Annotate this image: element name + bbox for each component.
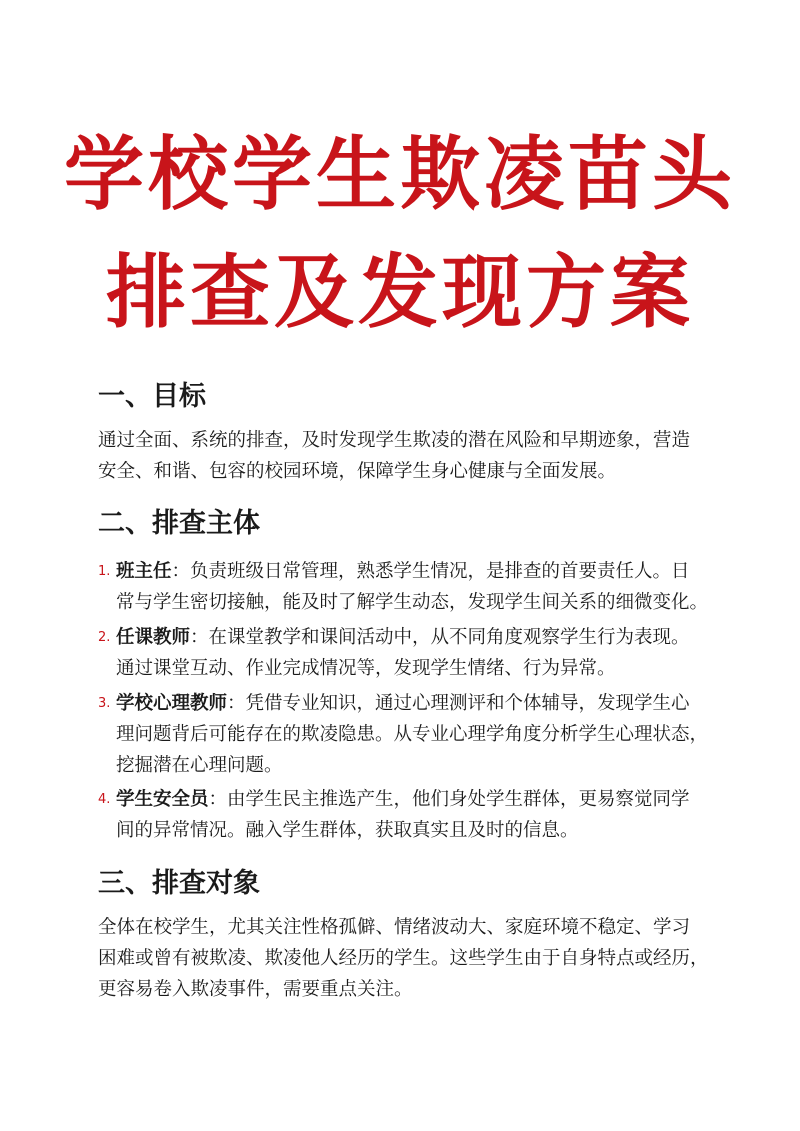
list-number: 1. [98,564,111,579]
section-heading-targets: 三、排查对象 [98,868,260,899]
list-item-label: 任课教师 [116,627,191,648]
document-title-line-2: 排查及发现方案 [106,246,694,339]
section-heading-goal: 一、目标 [98,381,206,412]
paragraph-line: 全体在校学生，尤其关注性格孤僻、情绪波动大、家庭环境不稳定、学习 [98,917,691,938]
list-item-text: 理问题背后可能存在的欺凌隐患。从专业心理学角度分析学生心理状态， [116,724,709,745]
section-goal-paragraph [98,425,710,487]
list-item-text: 常与学生密切接触，能及时了解学生动态，发现学生间关系的细微变化。 [116,592,709,613]
list-number: 4. [98,792,111,807]
paragraph-line: 困难或曾有被欺凌、欺凌他人经历的学生。这些学生由于自身特点或经历， [98,948,709,969]
list-item-label: 学校心理教师 [116,693,228,714]
list-item-text: 间的异常情况。融入学生群体，获取真实且及时的信息。 [116,820,579,841]
list-item-label: 学生安全员 [116,789,209,810]
paragraph-line: 安全、和谐、包容的校园环境，保障学生身心健康与全面发展。 [98,461,617,482]
list-item-text: 挖掘潜在心理问题。 [116,755,283,776]
list-item-text: ：凭借专业知识，通过心理测评和个体辅导，发现学生心 [227,693,690,714]
list-item-label: 班主任 [116,561,172,582]
list-item-text: ：在课堂教学和课间活动中，从不同角度观察学生行为表现。 [190,627,690,648]
list-item-text: 通过课堂互动、作业完成情况等，发现学生情绪、行为异常。 [116,658,616,679]
section-heading-subjects: 二、排查主体 [98,508,260,539]
list-number: 2. [98,630,111,645]
list-number: 3. [98,696,111,711]
document-title-line-1: 学校学生欺凌苗头 [64,128,736,221]
list-item-text: ：由学生民主推选产生，他们身处学生群体，更易察觉同学 [208,789,690,810]
paragraph-line: 通过全面、系统的排查，及时发现学生欺凌的潜在风险和早期迹象，营造 [98,430,691,451]
list-item-text: ：负责班级日常管理，熟悉学生情况，是排查的首要责任人。日 [171,561,690,582]
paragraph-line: 更容易卷入欺凌事件，需要重点关注。 [98,979,413,1000]
section-targets-paragraph [98,912,710,1005]
